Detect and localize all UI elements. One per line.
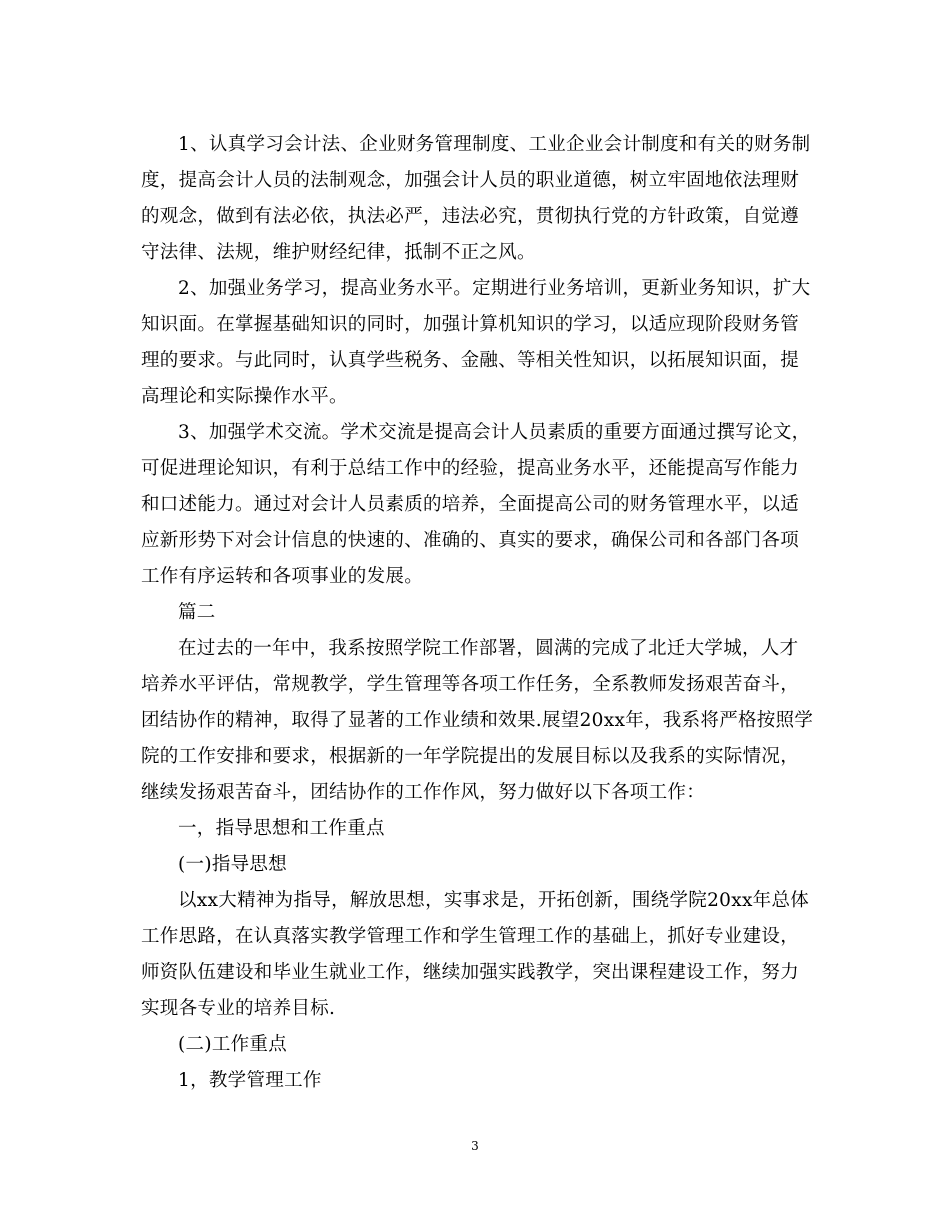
subsection-heading: 1，教学管理工作 [178, 1070, 322, 1091]
text-line: 以xx大精神为指导，解放思想，实事求是，开拓创新，围绕学院20xx年总体 [178, 890, 810, 911]
text-line: 培养水平评估，常规教学，学生管理等各项工作任务，全系教师发扬艰苦奋斗， [141, 674, 800, 695]
text-line: 应新形势下对会计信息的快速的、准确的、真实的要求，确保公司和各部门各项 [141, 530, 800, 551]
text-line: 团结协作的精神，取得了显著的工作业绩和效果.展望20xx年，我系将严格按照学 [141, 710, 814, 731]
text-line: 2、加强业务学习，提高业务水平。定期进行业务培训，更新业务知识，扩大 [178, 278, 811, 299]
text-line: 度，提高会计人员的法制观念，加强会计人员的职业道德，树立牢固地依法理财 [141, 170, 800, 191]
text-line: 可促进理论知识，有利于总结工作中的经验，提高业务水平，还能提高写作能力 [141, 458, 800, 479]
page-number: 3 [471, 1139, 479, 1153]
text-line: 工作有序运转和各项事业的发展。 [141, 566, 424, 587]
text-line: 院的工作安排和要求，根据新的一年学院提出的发展目标以及我系的实际情况， [141, 746, 800, 767]
text-line: 继续发扬艰苦奋斗，团结协作的工作作风，努力做好以下各项工作： [141, 782, 706, 803]
text-line: 知识面。在掌握基础知识的同时，加强计算机知识的学习，以适应现阶段财务管 [141, 314, 800, 335]
document-body [141, 127, 813, 1099]
text-line: 理的要求。与此同时，认真学些税务、金融、等相关性知识，以拓展知识面，提 [141, 350, 800, 371]
section-heading: 一，指导思想和工作重点 [178, 818, 385, 839]
text-line: 的观念，做到有法必依，执法必严，违法必究，贯彻执行党的方针政策，自觉遵 [141, 206, 800, 227]
text-line: 守法律、法规，维护财经纪律，抵制不正之风。 [141, 242, 536, 263]
section-heading: 篇二 [178, 602, 216, 623]
text-line: 1、认真学习会计法、企业财务管理制度、工业企业会计制度和有关的财务制 [178, 134, 811, 155]
text-line: 高理论和实际操作水平。 [141, 386, 348, 407]
text-line: 师资队伍建设和毕业生就业工作，继续加强实践教学，突出课程建设工作，努力 [141, 962, 800, 983]
subsection-heading: (二)工作重点 [178, 1034, 288, 1055]
text-line: 工作思路，在认真落实教学管理工作和学生管理工作的基础上，抓好专业建设， [141, 926, 800, 947]
text-line: 实现各专业的培养目标. [141, 998, 336, 1019]
text-line: 3、加强学术交流。学术交流是提高会计人员素质的重要方面通过撰写论文， [178, 422, 811, 443]
subsection-heading: (一)指导思想 [178, 854, 288, 875]
text-line: 在过去的一年中，我系按照学院工作部署，圆满的完成了北迁大学城，人才 [178, 638, 799, 659]
text-line: 和口述能力。通过对会计人员素质的培养，全面提高公司的财务管理水平，以适 [141, 494, 800, 515]
